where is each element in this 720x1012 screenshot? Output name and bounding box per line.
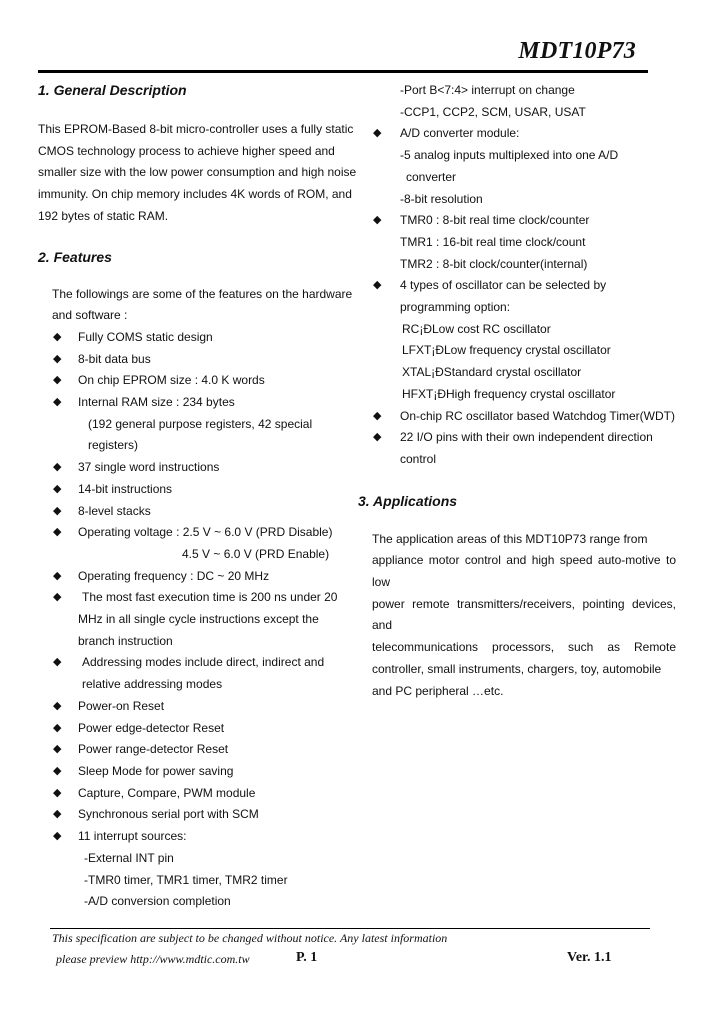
list-item: ◆ Operating voltage : 2.5 V ~ 6.0 V (PRD Disable) 4.5 V ~ 6.0 V (PRD Enable) [38, 522, 358, 565]
diamond-bullet-icon: ◆ [53, 396, 62, 409]
left-column [38, 82, 358, 913]
features-intro-line: The followings are some of the features on the hardware [52, 286, 353, 301]
applications-line: appliance motor control and high speed auto-motive to low [372, 553, 676, 590]
list-item: ◆ The most fast execution time is 200 ns under 20 MHz in all single cycle instructions except the branch instruction [38, 587, 358, 652]
list-item: ◆ 14-bit instructions [38, 479, 358, 501]
applications-line: The application areas of this MDT10P73 range from [372, 531, 648, 546]
list-item: ◆ 22 I/O pins with their own independent direction control [358, 427, 680, 470]
diamond-bullet-icon: ◆ [53, 656, 62, 669]
diamond-bullet-icon: ◆ [53, 764, 62, 777]
list-item: ◆ 8-level stacks [38, 501, 358, 523]
applications-line: power remote transmitters/receivers, pointing devices, and [372, 596, 676, 633]
diamond-bullet-icon: ◆ [53, 352, 62, 365]
footer-website-line: please preview http://www.mdtic.com.tw [56, 952, 250, 966]
features-list-continued [358, 123, 680, 470]
list-item: ◆ On-chip RC oscillator based Watchdog Timer(WDT) [358, 406, 680, 428]
footer-notice-line: This specification are subject to be changed without notice. Any latest information [52, 931, 448, 945]
list-item: ◆ Capture, Compare, PWM module [38, 783, 358, 805]
interrupt-source-line: -CCP1, CCP2, SCM, USAR, USAT [400, 104, 586, 119]
list-item: ◆ Operating frequency : DC ~ 20 MHz [38, 566, 358, 588]
document-header-title: MDT10P73 [518, 38, 636, 64]
diamond-bullet-icon: ◆ [373, 214, 382, 227]
list-item: ◆ Internal RAM size : 234 bytes (192 general purpose registers, 42 special registers) [38, 392, 358, 457]
general-description-line: immunity. On chip memory includes 4K words of ROM, and [38, 187, 352, 202]
diamond-bullet-icon: ◆ [53, 591, 62, 604]
diamond-bullet-icon: ◆ [53, 786, 62, 799]
list-item: ◆ 11 interrupt sources: -External INT pin -TMR0 timer, TMR1 timer, TMR2 timer -A/D conversion completion [38, 826, 358, 913]
right-column [358, 80, 680, 702]
interrupt-source-line: -Port B<7:4> interrupt on change [400, 83, 575, 97]
features-list [38, 327, 358, 913]
diamond-bullet-icon: ◆ [53, 569, 62, 582]
diamond-bullet-icon: ◆ [53, 830, 62, 843]
diamond-bullet-icon: ◆ [373, 409, 382, 422]
list-item: ◆ 37 single word instructions [38, 457, 358, 479]
list-item: ◆ Power range-detector Reset [38, 739, 358, 761]
applications-line: controller, small instruments, chargers, toy, automobile [372, 661, 662, 676]
general-description-line: smaller size with the low power consumption and high noise [38, 165, 357, 180]
general-description-line: CMOS technology process to achieve higher speed and [38, 143, 335, 158]
list-item: ◆ Sleep Mode for power saving [38, 761, 358, 783]
section-title-features: 2. Features [38, 248, 112, 265]
page-number: P. 1 [296, 950, 318, 965]
list-item: ◆ 4 types of oscillator can be selected by programming option: RC¡ÐLow cost RC oscillator LFXT¡ÐLow frequency crystal oscillator XTAL¡ÐStandard crystal oscillator HFXT¡ÐHigh frequency crystal oscillator [358, 275, 680, 405]
list-item: ◆ TMR0 : 8-bit real time clock/counter TMR1 : 16-bit real time clock/count TMR2 : 8-bit clock/counter(internal) [358, 210, 680, 275]
section-title-applications: 3. Applications [358, 492, 458, 509]
diamond-bullet-icon: ◆ [53, 374, 62, 387]
version-label: Ver. 1.1 [567, 950, 612, 965]
section-title-general-description: 1. General Description [38, 82, 187, 98]
diamond-bullet-icon: ◆ [373, 279, 382, 292]
list-item: ◆ Power-on Reset [38, 696, 358, 718]
applications-line: telecommunications processors, such as Remote [372, 640, 676, 655]
list-item: ◆ Addressing modes include direct, indirect and relative addressing modes [38, 652, 358, 695]
list-item: ◆ Power edge-detector Reset [38, 718, 358, 740]
list-item: ◆ 8-bit data bus [38, 349, 358, 371]
diamond-bullet-icon: ◆ [373, 431, 382, 444]
list-item: ◆ On chip EPROM size : 4.0 K words [38, 370, 358, 392]
list-item: ◆ Synchronous serial port with SCM [38, 804, 358, 826]
general-description-line: This EPROM-Based 8-bit micro-controller uses a fully static [38, 122, 354, 136]
diamond-bullet-icon: ◆ [53, 330, 62, 343]
diamond-bullet-icon: ◆ [53, 526, 62, 539]
diamond-bullet-icon: ◆ [53, 482, 62, 495]
list-item: ◆ Fully COMS static design [38, 327, 358, 349]
diamond-bullet-icon: ◆ [53, 743, 62, 756]
applications-paragraph [358, 529, 676, 703]
diamond-bullet-icon: ◆ [53, 721, 62, 734]
diamond-bullet-icon: ◆ [53, 461, 62, 474]
diamond-bullet-icon: ◆ [53, 504, 62, 517]
general-description-line: 192 bytes of static RAM. [38, 208, 169, 223]
list-item: ◆ A/D converter module: -5 analog inputs multiplexed into one A/D converter -8-bit resolution [358, 123, 680, 210]
features-intro-line: and software : [52, 308, 128, 323]
applications-line: and PC peripheral …etc. [372, 683, 504, 698]
diamond-bullet-icon: ◆ [373, 127, 382, 140]
footer-rule [50, 928, 650, 929]
diamond-bullet-icon: ◆ [53, 808, 62, 821]
diamond-bullet-icon: ◆ [53, 699, 62, 712]
header-rule [38, 70, 648, 73]
